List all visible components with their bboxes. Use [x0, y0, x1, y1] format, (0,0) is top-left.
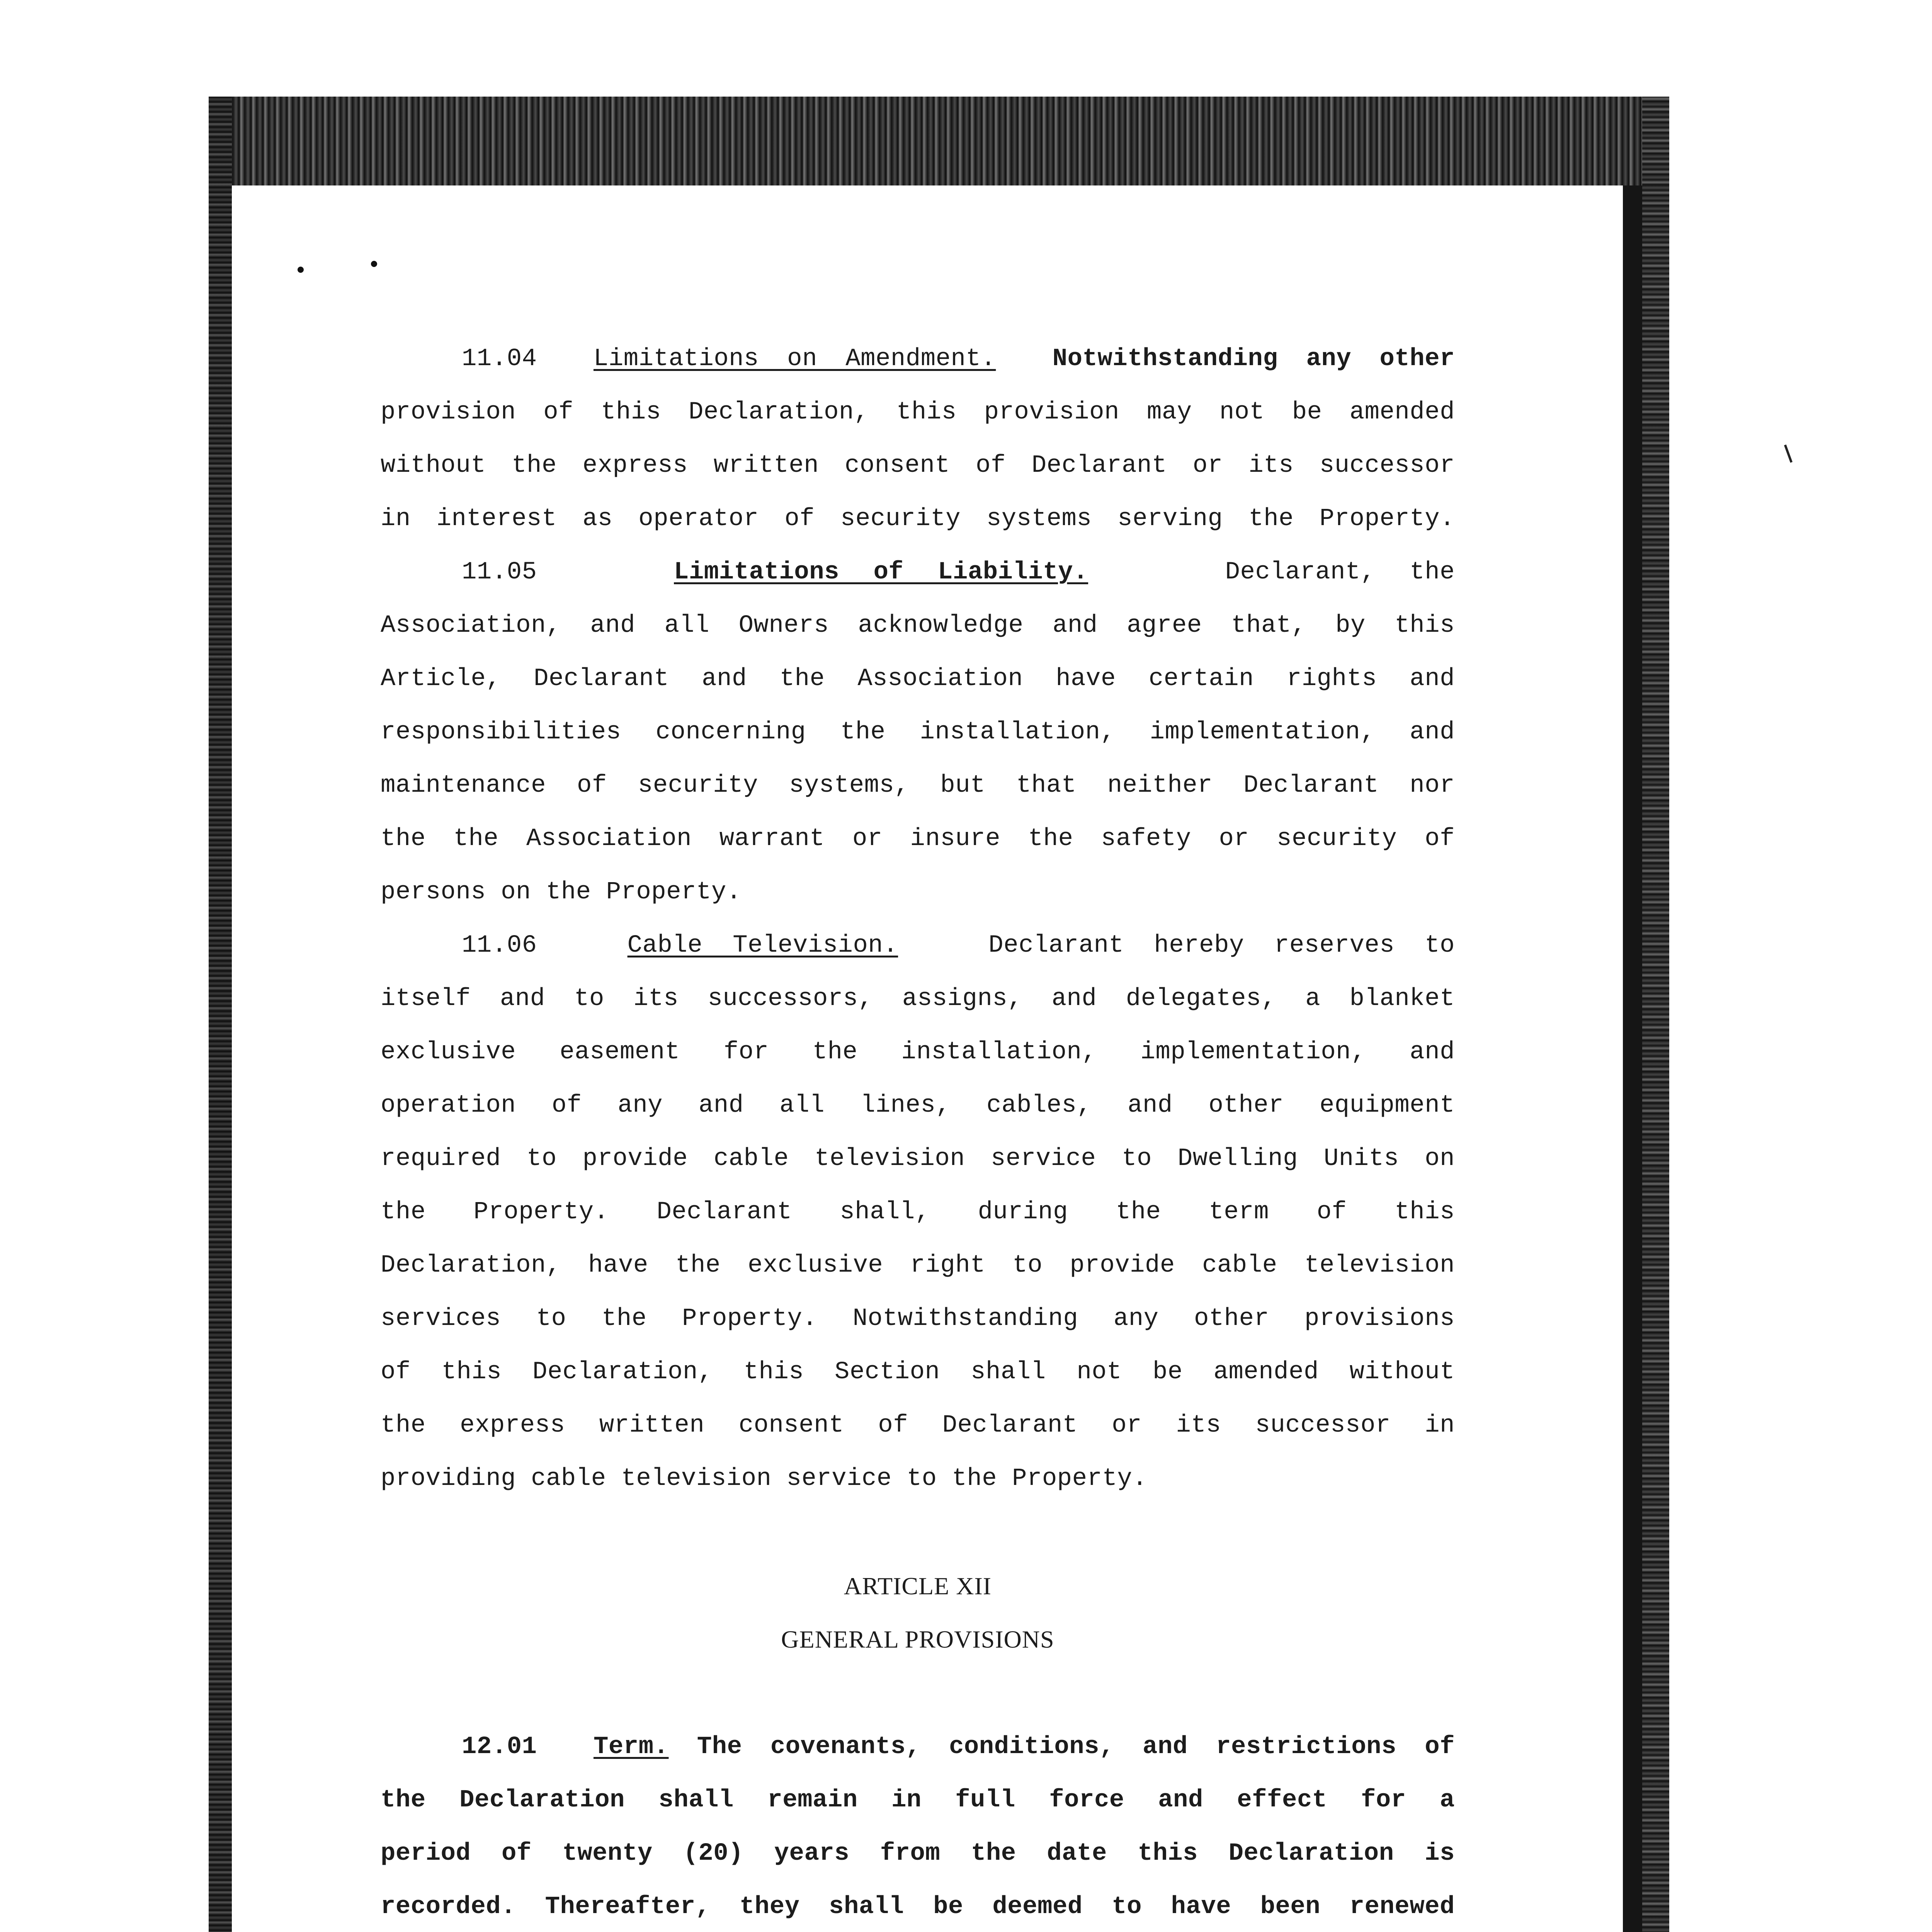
margin-mark: [1784, 444, 1793, 463]
paragraph-line: Declaration, have the exclusive right to provide cable television: [381, 1252, 1455, 1279]
paragraph-line: recorded. Thereafter, they shall be deemed to have been renewed: [381, 1893, 1455, 1921]
article-number: ARTICLE XII: [844, 1572, 992, 1600]
scan-noise-right: [1642, 97, 1669, 1932]
paragraph-line: persons on the Property.: [381, 878, 742, 906]
paragraph-line: without the express written consent of Declarant or its successor: [381, 452, 1455, 480]
article-title: GENERAL PROVISIONS: [781, 1626, 1054, 1653]
paragraph-line: the Declaration shall remain in full force and effect for a: [381, 1786, 1455, 1814]
spacer: [381, 1666, 1455, 1720]
section-heading: Term.: [593, 1733, 669, 1761]
paragraph-line: Association, and all Owners acknowledge and agree that, by this: [381, 612, 1455, 639]
paragraph-line: the Property. Declarant shall, during the term of this: [381, 1198, 1455, 1226]
paragraph-line: exclusive easement for the installation, implementation, and: [381, 1038, 1455, 1066]
paragraph-line: maintenance of security systems, but that neither Declarant nor: [381, 772, 1455, 799]
paragraph-line: itself and to its successors, assigns, and delegates, a blanket: [381, 985, 1455, 1013]
scan-noise-left: [209, 97, 232, 1932]
spacer: [381, 1505, 1455, 1560]
line-text: Notwithstanding any other: [1052, 345, 1455, 373]
paragraph-line: provision of this Declaration, this provision may not be amended: [381, 398, 1455, 426]
paragraph-line: providing cable television service to the Property.: [381, 1465, 1148, 1493]
paragraph-line: required to provide cable television service to Dwelling Units on: [381, 1145, 1455, 1173]
section-number: 11.06: [462, 932, 537, 959]
section-number: 11.05: [462, 558, 537, 586]
line-text: Declarant hereby reserves to: [988, 932, 1455, 959]
line-text: Declarant, the: [1225, 558, 1455, 586]
paragraph-line: of this Declaration, this Section shall not be amended without: [381, 1358, 1455, 1386]
section-heading: Limitations on Amendment.: [593, 345, 996, 373]
document-body: [381, 332, 1455, 1932]
section-number: 12.01: [462, 1733, 537, 1761]
scan-noise-top: [209, 97, 1669, 185]
section-number: 11.04: [462, 345, 537, 373]
paragraph-line: [381, 332, 1455, 386]
paragraph-line: [381, 1720, 1455, 1774]
paragraph-line: [381, 919, 1455, 972]
paragraph-line: services to the Property. Notwithstanding any other provisions: [381, 1305, 1455, 1333]
paragraph-line: Article, Declarant and the Association have certain rights and: [381, 665, 1455, 693]
paragraph-line: period of twenty (20) years from the date this Declaration is: [381, 1840, 1455, 1867]
paragraph-line: the express written consent of Declarant or its successor in: [381, 1412, 1455, 1439]
paragraph-line: in interest as operator of security systems serving the Property.: [381, 505, 1455, 533]
line-text: The covenants, conditions, and restrictions of: [697, 1733, 1455, 1761]
scan-speck: [298, 267, 304, 273]
section-heading: Cable Television.: [627, 932, 898, 959]
section-heading: Limitations of Liability.: [674, 558, 1088, 586]
paragraph-line: operation of any and all lines, cables, and other equipment: [381, 1092, 1455, 1119]
paragraph-line: responsibilities concerning the installation, implementation, and: [381, 718, 1455, 746]
paragraph-line: the the Association warrant or insure the safety or security of: [381, 825, 1455, 853]
paragraph-line: [381, 546, 1455, 599]
scan-speck: [371, 261, 377, 267]
